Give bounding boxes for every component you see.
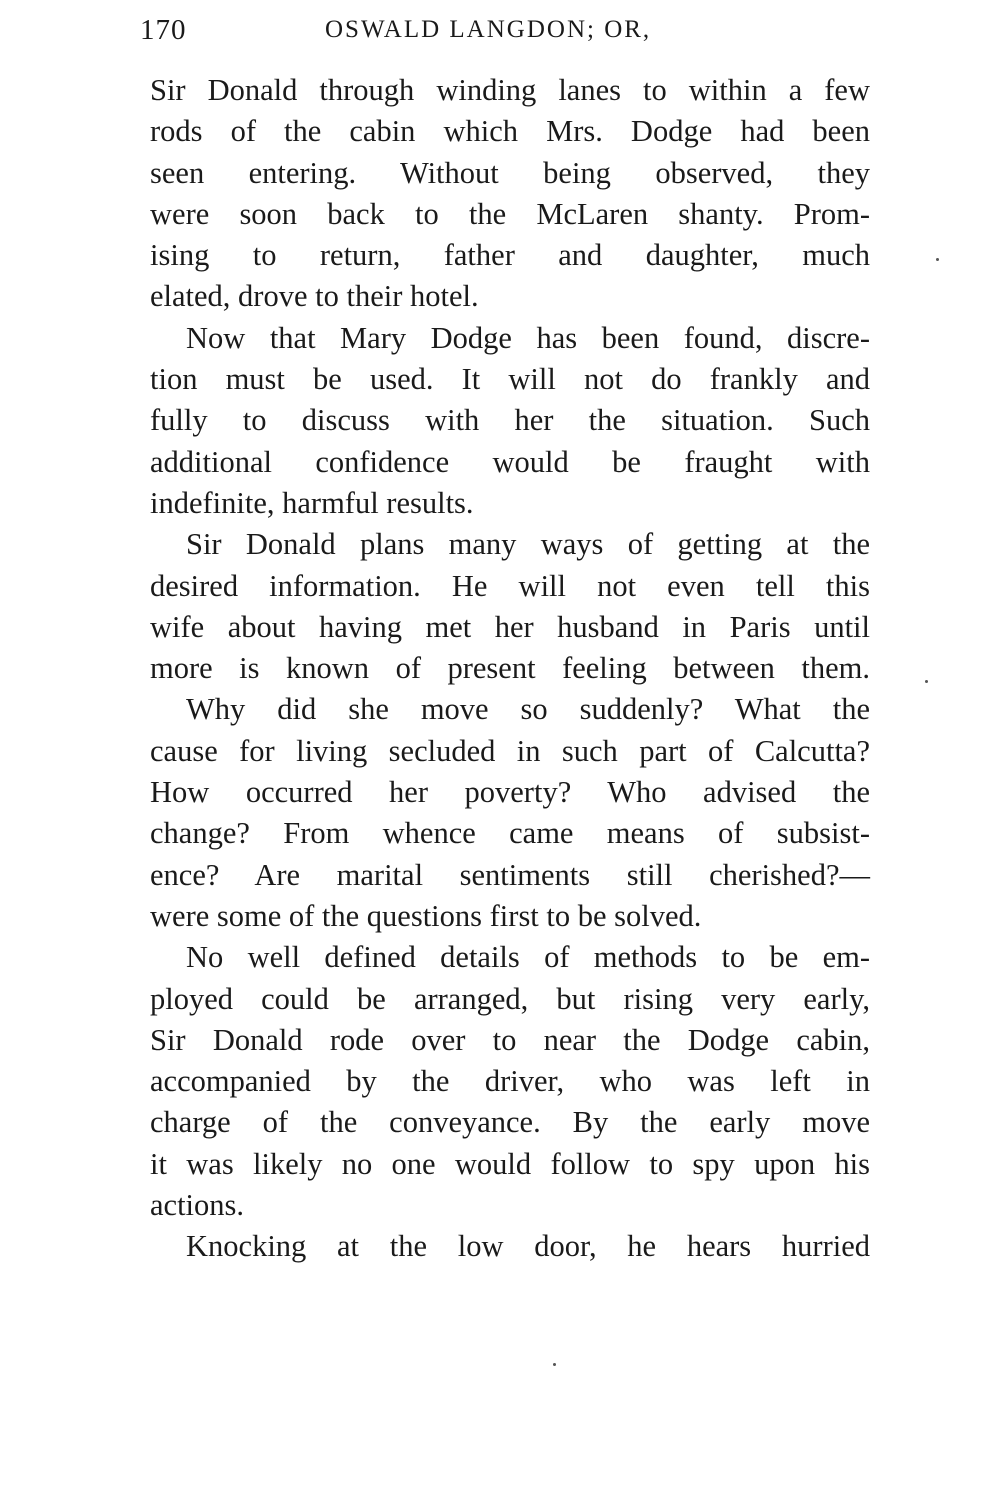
text-line: change? From whence came means of subsist- (150, 816, 870, 851)
text-line: were some of the questions first to be solved. (150, 898, 702, 933)
text-line: wife about having met her husband in Paris until (150, 609, 870, 644)
text-line: desired information. He will not even tell this (150, 568, 870, 603)
text-line: charge of the conveyance. By the early move (150, 1105, 870, 1140)
text-line: How occurred her poverty? Who advised the (150, 775, 870, 810)
text-line: ising to return, father and daughter, much (150, 238, 870, 273)
body-text (150, 70, 870, 1268)
text-line: it was likely no one would follow to spy upon his (150, 1146, 870, 1181)
text-line: were soon back to the McLaren shanty. Prom- (150, 196, 870, 231)
print-speck (925, 680, 928, 683)
running-title: OSWALD LANGDON; OR, (325, 16, 652, 43)
text-line: tion must be used. It will not do frankly and (150, 362, 870, 397)
text-line: more is known of present feeling between them. (150, 651, 870, 686)
text-line: indefinite, harmful results. (150, 485, 474, 520)
text-line: Sir Donald rode over to near the Dodge cabin, (150, 1022, 870, 1057)
text-line: No well defined details of methods to be em- (186, 940, 870, 975)
text-line: Sir Donald plans many ways of getting at the (186, 527, 870, 562)
text-line: fully to discuss with her the situation. Such (150, 403, 870, 438)
running-header (140, 14, 880, 54)
text-line: elated, drove to their hotel. (150, 279, 479, 314)
print-speck (553, 1363, 556, 1366)
print-speck (936, 258, 939, 261)
text-line: rods of the cabin which Mrs. Dodge had been (150, 114, 870, 149)
text-line: cause for living secluded in such part of Calcutta? (150, 733, 870, 768)
text-line: seen entering. Without being observed, they (150, 155, 870, 190)
text-line: accompanied by the driver, who was left in (150, 1064, 870, 1099)
text-line: ence? Are marital sentiments still cherished?— (150, 857, 870, 892)
text-line: Now that Mary Dodge has been found, discre- (186, 320, 870, 355)
text-line: Why did she move so suddenly? What the (186, 692, 870, 727)
page-number: 170 (140, 14, 187, 46)
text-line: additional confidence would be fraught with (150, 444, 870, 479)
text-line: Knocking at the low door, he hears hurried (186, 1229, 870, 1264)
text-line: actions. (150, 1188, 245, 1223)
text-line: ployed could be arranged, but rising very early, (150, 981, 870, 1016)
text-line: Sir Donald through winding lanes to within a few (150, 73, 870, 107)
